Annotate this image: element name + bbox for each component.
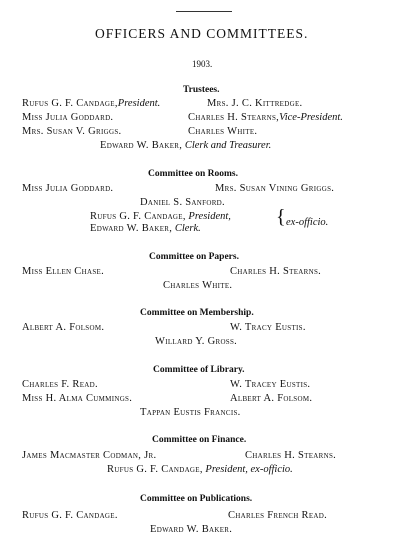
trustee-name: Mrs. Susan V. Griggs. bbox=[22, 126, 122, 137]
rooms-role: President, bbox=[188, 211, 231, 222]
library-member: W. Tracey Eustis. bbox=[230, 379, 311, 390]
trustee-role: Clerk and Treasurer. bbox=[184, 140, 272, 151]
trustee-name: Charles White. bbox=[188, 126, 258, 137]
membership-member: Willard Y. Gross. bbox=[155, 336, 238, 347]
trustee-role: Vice-President. bbox=[279, 112, 343, 123]
trustee-line-4 bbox=[100, 140, 271, 152]
publications-member: Edward W. Baker. bbox=[150, 524, 233, 535]
finance-heading: Committee on Finance. bbox=[152, 435, 247, 445]
trustee-name: Charles H. Stearns, bbox=[188, 112, 280, 123]
finance-member: Rufus G. F. Candage, bbox=[107, 464, 203, 475]
top-rule bbox=[176, 11, 232, 12]
finance-member-line bbox=[107, 464, 293, 476]
ex-officio-note: ex-officio. bbox=[286, 217, 329, 228]
membership-member: Albert A. Folsom. bbox=[22, 322, 105, 333]
membership-member: W. Tracy Eustis. bbox=[230, 322, 306, 333]
papers-member: Charles White. bbox=[163, 280, 233, 291]
rooms-member: Miss Julia Goddard. bbox=[22, 183, 114, 194]
rooms-member: Rufus G. F. Candage, bbox=[90, 211, 186, 222]
library-member: Miss H. Alma Cummings. bbox=[22, 393, 133, 404]
trustee-line-1 bbox=[22, 98, 160, 110]
rooms-heading: Committee on Rooms. bbox=[148, 169, 238, 179]
trustee-role: President. bbox=[117, 98, 161, 109]
publications-member: Charles French Read. bbox=[228, 510, 328, 521]
papers-heading: Committee on Papers. bbox=[149, 252, 239, 262]
trustee-line-2 bbox=[188, 112, 343, 124]
rooms-member: Edward W. Baker, bbox=[90, 223, 173, 234]
page-title: OFFICERS AND COMMITTEES. bbox=[95, 26, 309, 41]
rooms-member-line bbox=[90, 223, 201, 235]
year: 1903. bbox=[192, 59, 213, 69]
library-heading: Committee of Library. bbox=[153, 365, 245, 375]
finance-role: President, ex-officio. bbox=[205, 464, 293, 475]
rooms-member: Mrs. Susan Vining Griggs. bbox=[215, 183, 335, 194]
rooms-member-line bbox=[90, 211, 231, 223]
trustee-name: Rufus G. F. Candage, bbox=[22, 98, 118, 109]
finance-member: Charles H. Stearns. bbox=[245, 450, 337, 461]
library-member: Tappan Eustis Francis. bbox=[140, 407, 241, 418]
trustee-name: Edward W. Baker, bbox=[100, 140, 183, 151]
library-member: Albert A. Folsom. bbox=[230, 393, 313, 404]
trustees-heading: Trustees. bbox=[183, 85, 220, 95]
trustee-name: Miss Julia Goddard. bbox=[22, 112, 114, 123]
papers-member: Miss Ellen Chase. bbox=[22, 266, 105, 277]
finance-member: James Macmaster Codman, Jr. bbox=[22, 450, 157, 461]
publications-member: Rufus G. F. Candage. bbox=[22, 510, 118, 521]
papers-member: Charles H. Stearns. bbox=[230, 266, 322, 277]
library-member: Charles F. Read. bbox=[22, 379, 98, 390]
rooms-role: Clerk. bbox=[174, 223, 201, 234]
publications-heading: Committee on Publications. bbox=[140, 494, 253, 504]
membership-heading: Committee on Membership. bbox=[140, 308, 254, 318]
brace-icon: { bbox=[276, 206, 286, 228]
trustee-name: Mrs. J. C. Kittredge. bbox=[207, 98, 303, 109]
rooms-member: Daniel S. Sanford. bbox=[140, 197, 225, 208]
